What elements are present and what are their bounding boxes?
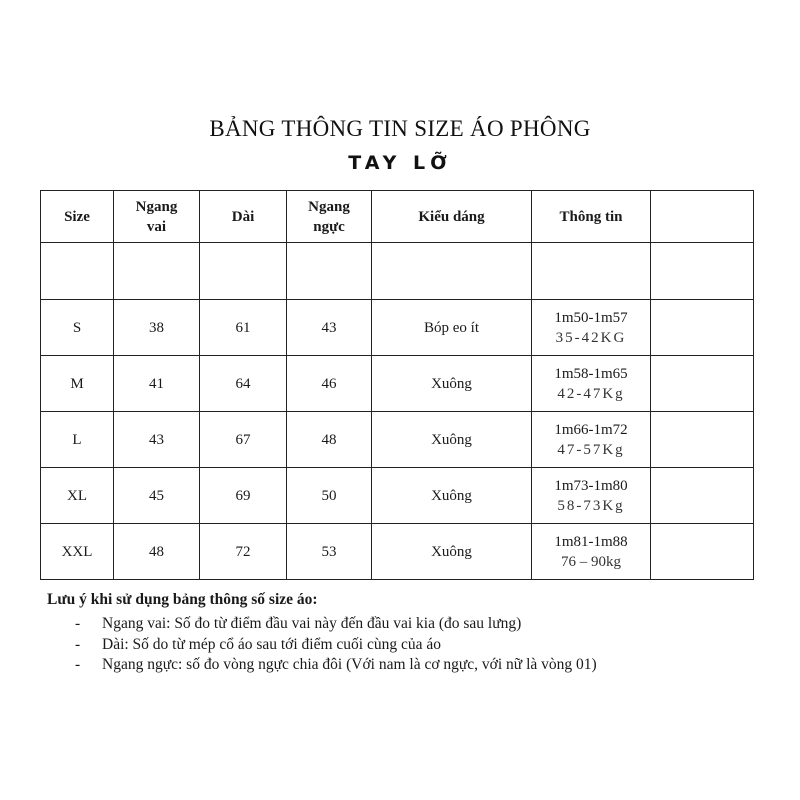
- header-ngang-vai-line1: Ngang: [135, 198, 178, 215]
- cell-ngang-vai: 41: [114, 356, 200, 412]
- height-range: 1m66-1m72: [554, 421, 628, 438]
- cell-ngang-nguc: 53: [287, 524, 372, 580]
- header-ngang-vai: [114, 191, 200, 243]
- table-header-row: [41, 191, 754, 243]
- cell-empty: [651, 524, 754, 580]
- cell-size: XXL: [41, 524, 114, 580]
- blank-cell: [114, 243, 200, 300]
- note-text: Ngang vai: Số đo từ điểm đầu vai này đến đầu vai kia (đo sau lưng): [102, 615, 522, 632]
- height-range: 1m73-1m80: [554, 477, 628, 494]
- weight-range: 35-42KG: [555, 329, 627, 346]
- blank-cell: [372, 243, 532, 300]
- header-ngang-nguc-line2: ngực: [313, 218, 345, 235]
- cell-thong-tin: [532, 300, 651, 356]
- cell-thong-tin: [532, 524, 651, 580]
- note-item: [47, 614, 767, 635]
- height-range: 1m81-1m88: [554, 533, 628, 550]
- cell-ngang-vai: 48: [114, 524, 200, 580]
- cell-empty: [651, 356, 754, 412]
- table-row: [41, 468, 754, 524]
- cell-size: M: [41, 356, 114, 412]
- cell-empty: [651, 300, 754, 356]
- cell-kieu-dang: Xuông: [372, 356, 532, 412]
- cell-size: L: [41, 412, 114, 468]
- cell-ngang-vai: 45: [114, 468, 200, 524]
- weight-range: 47-57Kg: [557, 441, 625, 458]
- blank-cell: [651, 243, 754, 300]
- table-row: [41, 412, 754, 468]
- cell-empty: [651, 468, 754, 524]
- cell-kieu-dang: Xuông: [372, 412, 532, 468]
- cell-dai: 67: [200, 412, 287, 468]
- bullet-dash: -: [75, 635, 81, 653]
- cell-ngang-nguc: 50: [287, 468, 372, 524]
- note-text: Ngang ngực: số đo vòng ngực chia đôi (Với nam là cơ ngực, với nữ là vòng 01): [102, 656, 597, 673]
- size-table: [40, 190, 754, 580]
- blank-cell: [41, 243, 114, 300]
- cell-size: XL: [41, 468, 114, 524]
- weight-range: 58-73Kg: [557, 497, 625, 514]
- cell-dai: 64: [200, 356, 287, 412]
- cell-kieu-dang: Xuông: [372, 524, 532, 580]
- bullet-dash: -: [75, 656, 81, 673]
- header-size: Size: [41, 191, 114, 243]
- cell-kieu-dang: Bóp eo ít: [372, 300, 532, 356]
- note-text: Dài: Số do từ mép cổ áo sau tới điểm cuối cùng của áo: [102, 635, 442, 653]
- cell-empty: [651, 412, 754, 468]
- table-row: [41, 300, 754, 356]
- cell-ngang-nguc: 43: [287, 300, 372, 356]
- cell-ngang-nguc: 48: [287, 412, 372, 468]
- table-blank-row: [41, 243, 754, 300]
- cell-kieu-dang: Xuông: [372, 468, 532, 524]
- cell-dai: 69: [200, 468, 287, 524]
- blank-cell: [200, 243, 287, 300]
- page-subtitle: TAY LỠ: [348, 152, 452, 174]
- cell-thong-tin: [532, 356, 651, 412]
- weight-range: 76 – 90kg: [561, 553, 621, 570]
- page-title: BẢNG THÔNG TIN SIZE ÁO PHÔNG: [209, 116, 591, 141]
- header-thong-tin: Thông tin: [532, 191, 651, 243]
- weight-range: 42-47Kg: [557, 385, 625, 402]
- cell-dai: 72: [200, 524, 287, 580]
- usage-notes: [47, 590, 767, 676]
- header-ngang-vai-line2: vai: [146, 218, 167, 235]
- note-item: [47, 635, 767, 656]
- table-row: [41, 524, 754, 580]
- cell-ngang-vai: 38: [114, 300, 200, 356]
- cell-ngang-vai: 43: [114, 412, 200, 468]
- notes-title: Lưu ý khi sử dụng bảng thông số size áo:: [47, 591, 318, 608]
- cell-ngang-nguc: 46: [287, 356, 372, 412]
- height-range: 1m58-1m65: [554, 365, 628, 382]
- header-dai: Dài: [200, 191, 287, 243]
- blank-cell: [532, 243, 651, 300]
- cell-thong-tin: [532, 412, 651, 468]
- header-kieu-dang: Kiểu dáng: [372, 191, 532, 243]
- header-ngang-nguc-line1: Ngang: [308, 198, 350, 215]
- cell-thong-tin: [532, 468, 651, 524]
- blank-cell: [287, 243, 372, 300]
- notes-list: [47, 614, 767, 676]
- cell-dai: 61: [200, 300, 287, 356]
- cell-size: S: [41, 300, 114, 356]
- note-item: [47, 655, 767, 676]
- height-range: 1m50-1m57: [554, 309, 628, 326]
- header-empty: [651, 191, 754, 243]
- table-row: [41, 356, 754, 412]
- header-ngang-nguc: [287, 191, 372, 243]
- bullet-dash: -: [75, 615, 81, 632]
